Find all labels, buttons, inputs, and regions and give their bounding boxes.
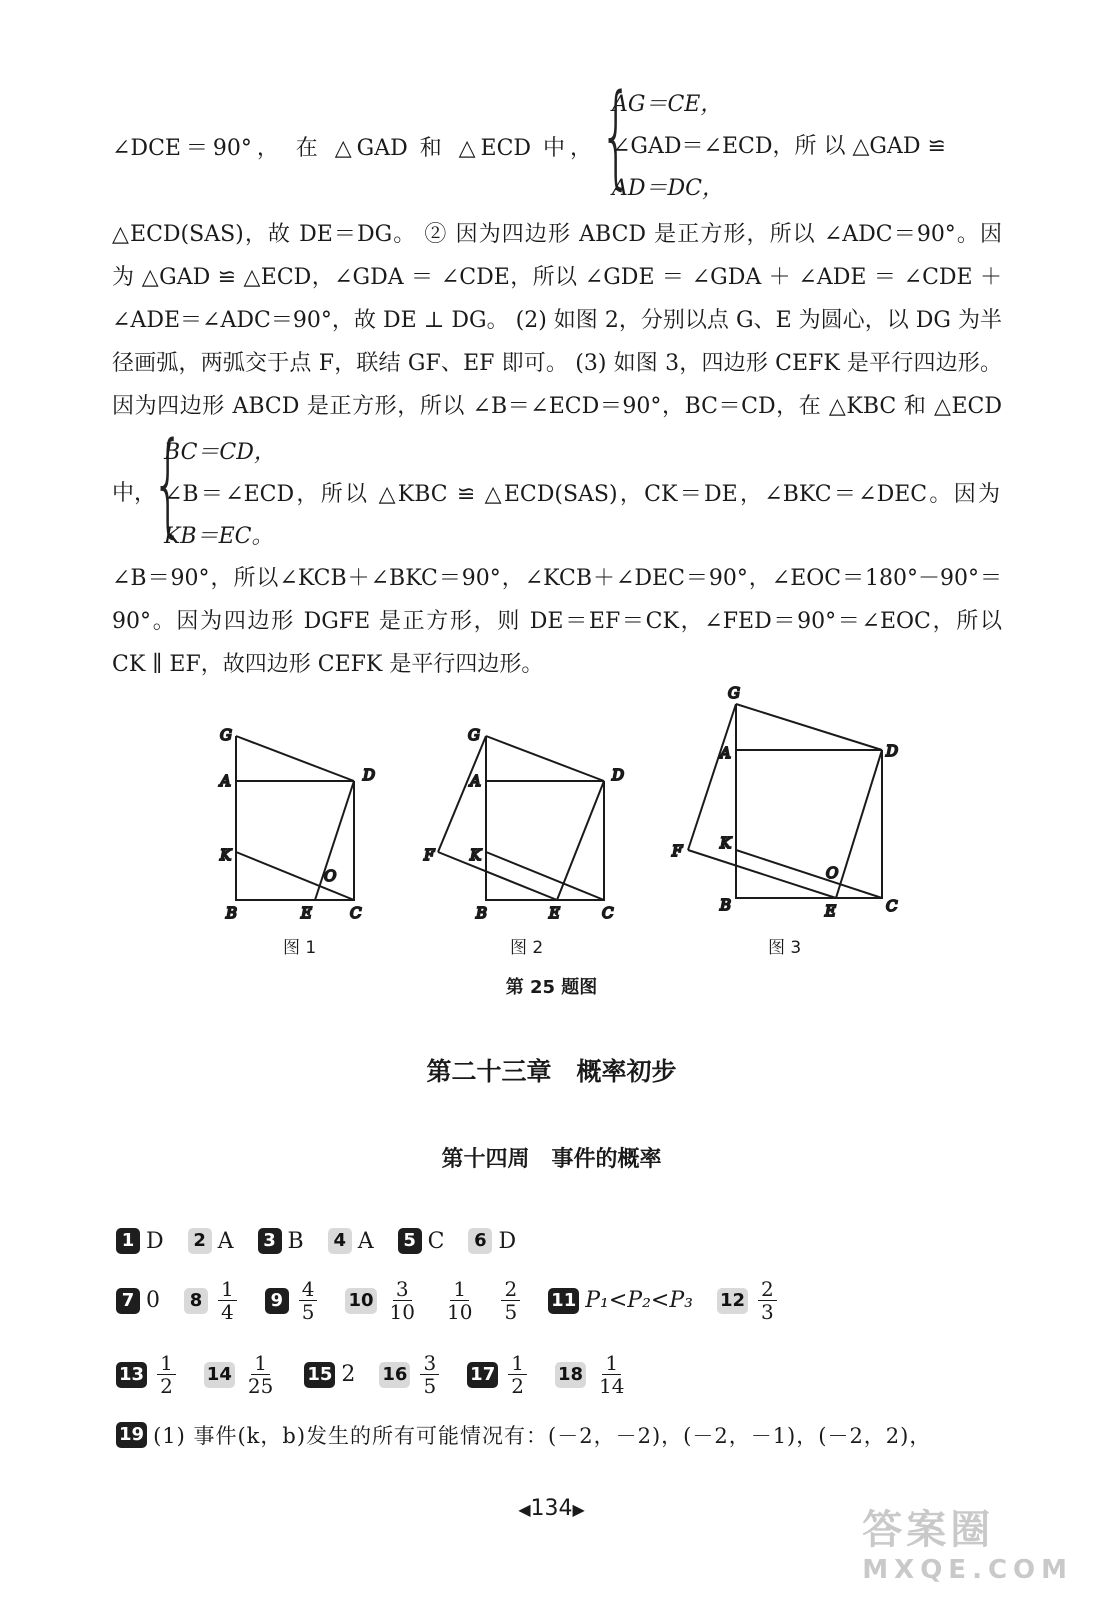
denominator: 5 bbox=[301, 1300, 315, 1324]
segment-kc bbox=[736, 850, 882, 898]
label-a: A bbox=[220, 772, 231, 790]
label-f: F bbox=[424, 846, 435, 864]
answer-item bbox=[345, 1278, 524, 1323]
question-number-badge: 11 bbox=[548, 1288, 579, 1314]
question-number-badge: 18 bbox=[555, 1362, 586, 1388]
figure-3-caption: 图 3 bbox=[768, 938, 802, 958]
denominator: 14 bbox=[599, 1374, 625, 1398]
question-number-badge: 7 bbox=[116, 1288, 140, 1314]
left-triangle-icon: ◀ bbox=[518, 1500, 531, 1519]
figure-2-caption: 图 2 bbox=[510, 938, 544, 958]
answer-row-4 bbox=[116, 1420, 931, 1450]
question-number-badge: 5 bbox=[398, 1228, 422, 1254]
numerator: 3 bbox=[393, 1278, 412, 1301]
denominator: 25 bbox=[247, 1374, 274, 1398]
right-triangle-icon: ▶ bbox=[572, 1500, 585, 1519]
fraction bbox=[758, 1278, 777, 1323]
answer-item bbox=[184, 1278, 241, 1323]
question-number-badge: 19 bbox=[116, 1422, 147, 1448]
text-line: ∠ADE＝∠ADC＝90°，故 DE ⊥ DG。 (2) 如图 2，分别以点 G、E 为圆心，以 DG 为半 bbox=[112, 308, 1002, 333]
figure-1 bbox=[218, 726, 375, 922]
question-number-badge: 14 bbox=[204, 1362, 235, 1388]
denominator: 5 bbox=[504, 1300, 518, 1324]
segment-de bbox=[557, 781, 604, 900]
label-k: K bbox=[720, 834, 732, 852]
system-row: ∠B＝∠ECD，所以 △KBC ≌ △ECD(SAS)，CK＝DE，∠BKC＝∠DEC。因为 bbox=[164, 482, 1000, 507]
question-number-badge: 17 bbox=[467, 1362, 498, 1388]
fraction bbox=[299, 1278, 318, 1323]
denominator: 2 bbox=[511, 1374, 524, 1398]
denominator: 4 bbox=[221, 1300, 234, 1324]
question-number-badge: 12 bbox=[717, 1288, 748, 1314]
denominator: 10 bbox=[446, 1300, 473, 1324]
label-b: B bbox=[476, 904, 488, 922]
question-number-badge: 1 bbox=[116, 1228, 140, 1254]
answer-item bbox=[379, 1352, 443, 1397]
figure-2 bbox=[423, 726, 624, 922]
label-e: E bbox=[301, 904, 312, 922]
numerator: 1 bbox=[218, 1278, 237, 1301]
numerator: 2 bbox=[501, 1278, 520, 1301]
answer-item bbox=[204, 1352, 281, 1397]
label-d: D bbox=[363, 766, 376, 784]
text-line: 因为四边形 ABCD 是正方形，所以 ∠B＝∠ECD＝90°，BC＝CD，在 △KBC 和 △ECD bbox=[112, 394, 1002, 419]
question-number-badge: 10 bbox=[345, 1288, 376, 1314]
answer-item bbox=[467, 1352, 531, 1397]
text-line: 为 △GAD ≌ △ECD，∠GDA ＝ ∠CDE，所以 ∠GDE ＝ ∠GDA ＋ ∠ADE ＝ ∠CDE ＋ bbox=[112, 265, 1002, 290]
answer-row-2 bbox=[116, 1278, 805, 1323]
numerator: 1 bbox=[251, 1352, 270, 1375]
label-o: O bbox=[324, 867, 337, 885]
answer-value: D bbox=[498, 1228, 517, 1254]
text-line: ∠B＝90°，所以∠KCB＋∠BKC＝90°，∠KCB＋∠DEC＝90°，∠EOC＝180°－90°＝ bbox=[112, 566, 1002, 591]
system-row: KB＝EC。 bbox=[164, 524, 274, 549]
answer-value: 2 bbox=[341, 1362, 356, 1387]
fraction bbox=[444, 1278, 475, 1323]
label-c: C bbox=[602, 904, 614, 922]
denominator: 5 bbox=[423, 1374, 437, 1398]
numerator: 4 bbox=[299, 1278, 318, 1301]
numerator: 1 bbox=[450, 1278, 469, 1301]
text-line: 90°。因为四边形 DGFE 是正方形，则 DE＝EF＝CK，∠FED＝90°＝∠EOC，所以 bbox=[112, 609, 1002, 634]
answer-item bbox=[328, 1228, 374, 1254]
answer-item bbox=[398, 1228, 445, 1254]
answer-text: (1) 事件(k，b)发生的所有可能情况有：(－2，－2)，(－2，－1)，(－2，2)， bbox=[153, 1424, 932, 1448]
answer-value: D bbox=[146, 1228, 164, 1254]
label-k: K bbox=[220, 846, 232, 864]
fraction bbox=[501, 1278, 520, 1323]
segment-kc bbox=[486, 852, 604, 900]
label-f: F bbox=[672, 842, 683, 860]
label-c: C bbox=[886, 897, 898, 915]
figure-3 bbox=[671, 684, 898, 920]
label-g: G bbox=[220, 726, 232, 744]
answer-item bbox=[265, 1278, 322, 1323]
answer-row-3 bbox=[116, 1352, 655, 1397]
label-k: K bbox=[470, 846, 482, 864]
square-abcd bbox=[736, 704, 882, 898]
segment-gf bbox=[688, 704, 736, 850]
label-a: A bbox=[470, 772, 481, 790]
segment-gf bbox=[438, 736, 486, 852]
label-a: A bbox=[720, 744, 731, 762]
fraction bbox=[218, 1278, 237, 1323]
fraction bbox=[387, 1278, 418, 1323]
segment-fe bbox=[438, 852, 557, 900]
figure-group-title: 第 25 题图 bbox=[505, 977, 598, 998]
numerator: 1 bbox=[508, 1352, 527, 1375]
watermark-url: MXQE.COM bbox=[862, 1555, 1073, 1585]
text-line: △ECD(SAS)，故 DE＝DG。 ② 因为四边形 ABCD 是正方形，所以 ∠ADC＝90°。因 bbox=[112, 222, 1002, 247]
fraction bbox=[420, 1352, 439, 1397]
system-row: AD＝DC， bbox=[612, 176, 724, 201]
answer-value: P₁<P₂<P₃ bbox=[585, 1288, 693, 1313]
fraction bbox=[508, 1352, 527, 1397]
answer-item bbox=[468, 1228, 516, 1254]
brace-symbol: { bbox=[152, 419, 185, 549]
text-line: ∠DCE＝90°， 在 △GAD 和 △ECD 中， bbox=[112, 136, 592, 161]
text-line: CK ∥ EF，故四边形 CEFK 是平行四边形。 bbox=[112, 652, 544, 677]
answer-item bbox=[116, 1228, 164, 1254]
answer-item bbox=[116, 1352, 180, 1397]
answer-value: 0 bbox=[146, 1288, 160, 1313]
question-number-badge: 6 bbox=[468, 1228, 492, 1254]
question-number-badge: 2 bbox=[188, 1228, 212, 1254]
label-o: O bbox=[826, 864, 839, 882]
geometry-figures bbox=[0, 680, 1103, 940]
label-e: E bbox=[549, 904, 560, 922]
system-row: BC＝CD， bbox=[164, 440, 276, 465]
question-number-badge: 16 bbox=[379, 1362, 410, 1388]
label-d: D bbox=[612, 766, 625, 784]
question-number-badge: 15 bbox=[304, 1362, 335, 1388]
segment-gd bbox=[486, 736, 604, 781]
label-d: D bbox=[886, 742, 899, 760]
label-b: B bbox=[226, 904, 238, 922]
denominator: 10 bbox=[389, 1300, 415, 1324]
page-number-value: 134 bbox=[530, 1496, 573, 1521]
label-c: C bbox=[350, 904, 362, 922]
question-number-badge: 13 bbox=[116, 1362, 147, 1388]
numerator: 1 bbox=[602, 1352, 621, 1375]
segment-de bbox=[836, 750, 882, 898]
watermark bbox=[862, 1498, 1073, 1585]
fraction bbox=[157, 1352, 176, 1397]
label-g: G bbox=[728, 684, 740, 702]
denominator: 2 bbox=[160, 1374, 173, 1398]
answer-item bbox=[304, 1362, 355, 1388]
segment-gd bbox=[736, 704, 882, 750]
text-line: 径画弧，两弧交于点 F，联结 GF、EF 即可。 (3) 如图 3，四边形 CEFK 是平行四边形。 bbox=[112, 351, 1002, 376]
answer-value: A bbox=[217, 1228, 234, 1254]
answer-value: C bbox=[427, 1228, 445, 1254]
question-number-badge: 8 bbox=[184, 1288, 208, 1314]
figure-1-caption: 图 1 bbox=[283, 938, 317, 958]
watermark-logo-text: 答案圈 bbox=[862, 1507, 995, 1553]
brace-symbol: { bbox=[600, 71, 633, 201]
question-number-badge: 4 bbox=[328, 1228, 352, 1254]
segment-gd bbox=[236, 736, 354, 781]
numerator: 1 bbox=[157, 1352, 176, 1375]
text-line: 中， bbox=[112, 481, 157, 506]
answer-item bbox=[548, 1288, 693, 1314]
answer-item bbox=[717, 1278, 781, 1323]
numerator: 2 bbox=[758, 1278, 777, 1301]
question-number-badge: 3 bbox=[258, 1228, 282, 1254]
numerator: 3 bbox=[420, 1352, 439, 1375]
segment-fe bbox=[688, 850, 839, 898]
answer-row-1 bbox=[116, 1228, 540, 1254]
question-number-badge: 9 bbox=[265, 1288, 289, 1314]
label-g: G bbox=[468, 726, 480, 744]
answer-item bbox=[188, 1228, 234, 1254]
denominator: 3 bbox=[761, 1300, 774, 1324]
system-row: AG＝CE， bbox=[612, 92, 723, 117]
system-row: ∠GAD＝∠ECD，所 以 △GAD ≌ bbox=[612, 134, 946, 159]
label-b: B bbox=[720, 896, 732, 914]
answer-item bbox=[258, 1228, 304, 1254]
answer-value: B bbox=[287, 1228, 304, 1254]
answer-item bbox=[116, 1288, 160, 1314]
answer-value: A bbox=[357, 1228, 374, 1254]
label-e: E bbox=[825, 902, 836, 920]
chapter-title: 第二十三章 概率初步 bbox=[426, 1057, 677, 1086]
fraction bbox=[596, 1352, 627, 1397]
answer-item bbox=[555, 1352, 632, 1397]
fraction bbox=[245, 1352, 276, 1397]
section-title: 第十四周 事件的概率 bbox=[441, 1147, 662, 1172]
